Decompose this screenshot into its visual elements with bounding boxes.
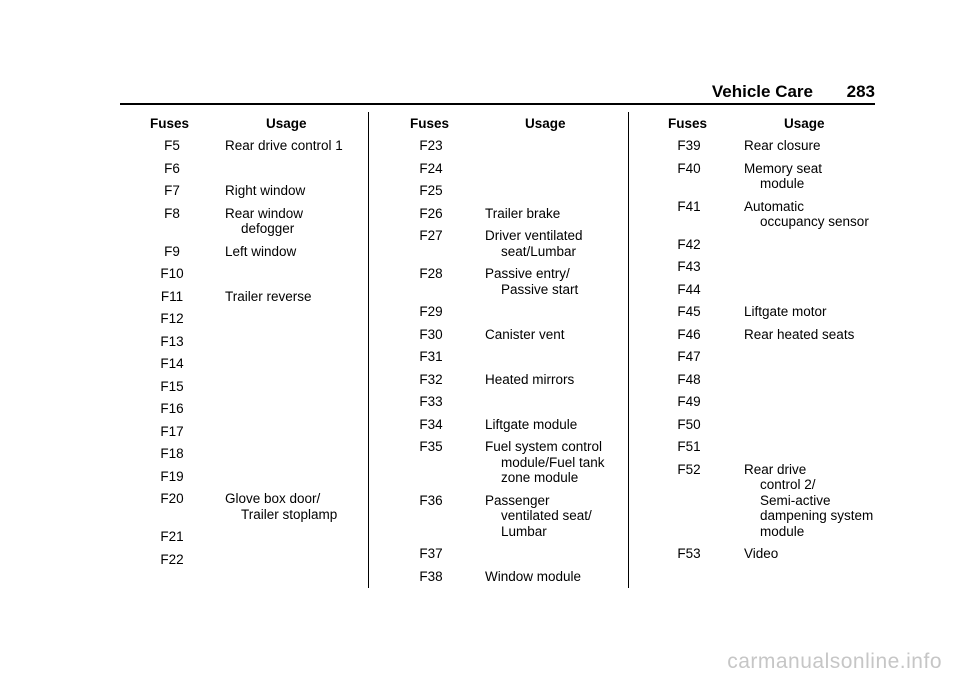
fuse-id: F27	[419, 228, 443, 243]
usage-line: Lumbar	[501, 523, 547, 539]
fuse-id: F42	[677, 236, 701, 252]
fuse-usage	[225, 529, 365, 545]
usage-line: ventilated seat/	[501, 508, 592, 523]
header-fuses: Fuses	[410, 116, 450, 131]
fuse-id: F35	[419, 439, 443, 454]
usage-line: control 2/	[760, 477, 816, 492]
fuse-id: F38	[419, 568, 443, 584]
usage-line: occupancy sensor	[760, 214, 869, 229]
fuse-id: F11	[160, 288, 184, 304]
table-row	[410, 183, 625, 199]
fuse-usage	[744, 394, 878, 410]
table-row	[150, 529, 365, 545]
fuse-usage	[225, 491, 365, 522]
section-title: Vehicle Care	[711, 82, 813, 101]
fuse-usage	[485, 206, 625, 222]
fuse-usage	[485, 228, 625, 259]
fuse-usage	[485, 372, 625, 388]
table-row	[668, 259, 878, 275]
usage-line: module	[760, 176, 805, 191]
fuse-usage	[485, 138, 625, 154]
table-row	[150, 491, 365, 522]
fuse-id: F34	[419, 416, 443, 432]
fuse-usage	[485, 161, 625, 177]
table-row	[410, 439, 625, 486]
fuse-usage	[225, 356, 365, 372]
table-row	[668, 394, 878, 410]
fuse-usage	[225, 206, 365, 237]
fuse-usage	[485, 183, 625, 199]
table-row	[150, 161, 365, 177]
usage-line: Liftgate module	[485, 416, 578, 432]
fuse-usage	[744, 439, 878, 455]
fuse-usage	[485, 349, 625, 365]
usage-line: Trailer reverse	[225, 288, 312, 304]
fuse-id: F8	[164, 205, 180, 221]
fuse-usage	[744, 546, 878, 562]
table-row	[410, 161, 625, 177]
usage-line: Driver ventilated	[485, 228, 583, 243]
table-row	[668, 439, 878, 455]
fuse-id: F16	[160, 401, 184, 416]
fuse-id: F24	[419, 160, 443, 176]
fuse-column-2	[410, 116, 625, 591]
table-row	[410, 304, 625, 320]
table-row	[410, 138, 625, 154]
usage-line: module/Fuel tank	[501, 454, 605, 470]
fuse-id: F22	[160, 551, 184, 567]
fuse-id: F47	[677, 349, 701, 364]
fuse-id: F32	[419, 371, 443, 387]
table-row	[668, 372, 878, 388]
table-row	[410, 569, 625, 585]
fuse-usage	[744, 349, 878, 365]
table-row	[410, 417, 625, 433]
table-row	[668, 304, 878, 320]
usage-line: Video	[744, 546, 779, 561]
usage-line: Trailer stoplamp	[241, 506, 338, 522]
table-row	[150, 356, 365, 372]
fuse-usage	[225, 161, 365, 177]
fuse-id: F37	[419, 546, 443, 561]
fuse-usage	[225, 183, 365, 199]
fuse-id: F20	[160, 491, 184, 506]
fuse-id: F15	[160, 378, 184, 394]
fuse-id: F25	[419, 183, 443, 198]
usage-line: dampening system	[760, 508, 874, 523]
fuse-id: F28	[419, 266, 443, 281]
usage-line: zone module	[501, 470, 579, 485]
usage-line: Rear heated seats	[744, 326, 855, 342]
fuse-usage	[744, 161, 878, 192]
header-usage: Usage	[525, 116, 566, 131]
usage-line: Glove box door/	[225, 491, 321, 506]
fuse-usage	[744, 462, 878, 540]
page-header	[120, 82, 875, 104]
table-row	[150, 206, 365, 237]
fuse-column-1	[150, 116, 365, 574]
table-row	[668, 199, 878, 230]
header-usage: Usage	[784, 116, 825, 131]
fuse-id: F19	[160, 468, 184, 484]
table-row	[668, 349, 878, 365]
fuse-id: F45	[677, 304, 701, 319]
table-row	[150, 424, 365, 440]
table-row	[150, 401, 365, 417]
fuse-id: F10	[160, 266, 184, 281]
fuse-id: F44	[677, 281, 701, 297]
fuse-id: F46	[677, 326, 701, 342]
fuse-id: F23	[419, 138, 443, 153]
table-row	[410, 266, 625, 297]
table-row	[668, 417, 878, 433]
fuse-usage	[225, 289, 365, 305]
fuse-id: F39	[677, 138, 701, 153]
fuse-id: F18	[160, 446, 184, 461]
fuse-usage	[744, 417, 878, 433]
fuse-id: F41	[677, 198, 701, 214]
fuse-usage	[744, 259, 878, 275]
fuse-usage	[485, 266, 625, 297]
fuse-id: F48	[677, 371, 701, 387]
table-row	[150, 311, 365, 327]
usage-line: Rear closure	[744, 138, 821, 153]
table-header	[668, 116, 878, 138]
fuse-id: F29	[419, 304, 443, 319]
fuse-usage	[225, 469, 365, 485]
fuse-column-3	[668, 116, 878, 569]
usage-line: Liftgate motor	[744, 304, 827, 319]
table-row	[668, 161, 878, 192]
header-fuses: Fuses	[150, 116, 190, 131]
fuse-usage	[225, 244, 365, 260]
fuse-id: F40	[677, 160, 701, 176]
table-row	[150, 183, 365, 199]
table-row	[410, 493, 625, 540]
fuse-id: F9	[164, 243, 180, 259]
fuse-usage	[744, 237, 878, 253]
usage-line: seat/Lumbar	[501, 243, 577, 259]
usage-line: defogger	[241, 221, 295, 236]
fuse-usage	[744, 282, 878, 298]
usage-line: Memory seat	[744, 160, 823, 176]
table-row	[668, 282, 878, 298]
header-usage: Usage	[266, 116, 307, 131]
table-header	[410, 116, 625, 138]
table-row	[668, 327, 878, 343]
fuse-usage	[744, 138, 878, 154]
fuse-usage	[225, 266, 365, 282]
usage-line: Canister vent	[485, 326, 565, 342]
usage-line: Fuel system control	[485, 439, 603, 454]
fuse-usage	[225, 446, 365, 462]
table-row	[410, 372, 625, 388]
usage-line: Rear drive control 1	[225, 138, 343, 153]
table-row	[668, 462, 878, 540]
table-row	[150, 469, 365, 485]
fuse-id: F51	[677, 439, 701, 454]
fuse-id: F49	[677, 394, 701, 409]
usage-line: Automatic	[744, 198, 805, 214]
page-number: 283	[846, 82, 875, 101]
table-row	[668, 138, 878, 154]
usage-line: Passenger	[485, 492, 550, 508]
usage-line: Right window	[225, 183, 306, 198]
fuse-id: F52	[677, 461, 701, 477]
table-row	[410, 327, 625, 343]
header-fuses: Fuses	[668, 116, 708, 131]
table-row	[150, 552, 365, 568]
usage-line: Passive start	[501, 281, 579, 297]
table-row	[410, 349, 625, 365]
fuse-usage	[225, 334, 365, 350]
usage-line: Heated mirrors	[485, 371, 575, 387]
column-divider-1	[368, 112, 369, 588]
usage-line: Left window	[225, 243, 297, 259]
usage-line: Rear window	[225, 205, 304, 221]
fuse-usage	[485, 417, 625, 433]
table-row	[410, 546, 625, 562]
fuse-id: F30	[419, 326, 443, 342]
fuse-id: F5	[164, 138, 180, 153]
fuse-usage	[485, 439, 625, 486]
table-row	[668, 237, 878, 253]
table-row	[410, 228, 625, 259]
fuse-id: F7	[164, 183, 180, 198]
fuse-id: F50	[677, 416, 701, 432]
watermark: carmanualsonline.info	[727, 650, 942, 673]
fuse-id: F12	[160, 311, 184, 326]
usage-line: Trailer brake	[485, 205, 561, 221]
fuse-usage	[485, 546, 625, 562]
fuse-id: F6	[164, 160, 180, 176]
usage-line: Passive entry/	[485, 266, 570, 281]
fuse-usage	[744, 199, 878, 230]
fuse-usage	[225, 552, 365, 568]
fuse-id: F43	[677, 259, 701, 274]
fuse-id: F33	[419, 394, 443, 409]
table-row	[150, 138, 365, 154]
table-row	[150, 244, 365, 260]
fuse-id: F26	[419, 205, 443, 221]
fuse-usage	[485, 327, 625, 343]
fuse-usage	[225, 138, 365, 154]
fuse-id: F14	[160, 356, 184, 371]
table-row	[150, 334, 365, 350]
table-row	[150, 289, 365, 305]
fuse-usage	[744, 304, 878, 320]
table-row	[410, 394, 625, 410]
fuse-usage	[485, 304, 625, 320]
usage-line: Window module	[485, 568, 582, 584]
fuse-id: F13	[160, 333, 184, 349]
fuse-id: F17	[160, 423, 184, 439]
fuse-usage	[225, 311, 365, 327]
fuse-usage	[485, 569, 625, 585]
fuse-id: F21	[160, 529, 184, 544]
fuse-usage	[485, 394, 625, 410]
usage-line: module	[760, 523, 805, 539]
fuse-usage	[225, 424, 365, 440]
column-divider-2	[628, 112, 629, 588]
table-row	[150, 446, 365, 462]
fuse-id: F31	[419, 349, 443, 364]
fuse-usage	[225, 379, 365, 395]
fuse-id: F53	[677, 546, 701, 561]
usage-line: Semi-active	[760, 492, 831, 508]
fuse-id: F36	[419, 492, 443, 508]
fuse-usage	[225, 401, 365, 417]
table-row	[150, 266, 365, 282]
header-rule	[120, 103, 875, 105]
table-row	[668, 546, 878, 562]
fuse-usage	[485, 493, 625, 540]
usage-line: Rear drive	[744, 461, 807, 477]
fuse-usage	[744, 372, 878, 388]
table-row	[410, 206, 625, 222]
table-row	[150, 379, 365, 395]
table-header	[150, 116, 365, 138]
fuse-usage	[744, 327, 878, 343]
